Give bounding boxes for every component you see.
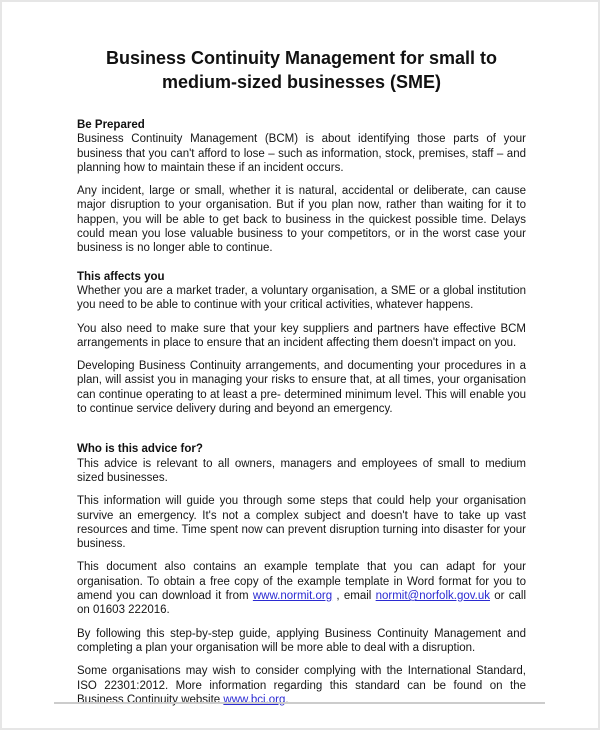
paragraph: By following this step-by-step guide, applying Business Continuity Management and completing a plan your organisation will be more able to deal with a disruption. (77, 627, 526, 654)
paragraph-text: This document also contains an example template that you can adapt for your organisation. To obtain a free copy of the example template in Word format for you to amend you can download it from (77, 561, 526, 603)
paragraph-with-links (77, 664, 526, 707)
paragraph: You also need to make sure that your key suppliers and partners have effective BCM arrangements in place to ensure that an incident affecting them doesn't impact on you. (77, 322, 526, 349)
section-heading-this-affects-you: This affects you (77, 270, 165, 283)
paragraph-text: Some organisations may wish to consider complying with the International Standard, ISO 22301:2012. More information regarding this standard can be found on the Business Continuity website (77, 665, 526, 706)
paragraph: This advice is relevant to all owners, managers and employees of small to medium sized businesses. (77, 457, 526, 484)
document-title (77, 46, 526, 94)
paragraph-text: . (285, 693, 289, 706)
document-title-line2: medium-sized businesses (SME) (161, 72, 442, 92)
section-heading-who-is-this-advice-for: Who is this advice for? (77, 443, 203, 456)
section-who-is-this-advice-for (77, 442, 526, 707)
paragraph: Whether you are a market trader, a voluntary organisation, a SME or a global institution you need to be able to continue with your critical activities, whatever happens. (77, 284, 526, 312)
section-this-affects-you (77, 270, 526, 417)
paragraph: Business Continuity Management (BCM) is about identifying those parts of your business that you can't afford to lose – such as information, stock, premises, staff – and planning how to maintain these if an incident occurs. (77, 133, 526, 174)
footer-divider (54, 702, 545, 704)
document-title-line1: Business Continuity Management for small to (105, 48, 498, 68)
paragraph: This information will guide you through some steps that could help your organisation survive an emergency. It's not a complex subject and doesn't have to take up vast resources and time. Time spent now can prevent disruption turning into disaster for your business. (77, 495, 526, 551)
paragraph-text: , email (332, 590, 376, 603)
normit-website-link[interactable]: www.normit.org (252, 590, 333, 603)
document-content (2, 2, 598, 707)
normit-email-link[interactable]: normit@norfolk.gov.uk (375, 590, 490, 603)
paragraph-text: or call on 01603 222016. (77, 590, 527, 617)
paragraph-with-links (77, 560, 526, 617)
section-heading-be-prepared: Be Prepared (77, 119, 145, 131)
paragraph: Developing Business Continuity arrangements, and documenting your procedures in a plan, will assist you in managing your risks to ensure that, at all times, your organisation can continue operating to at least a pre- determined minimum level. This will enable you to continue service delivery during and beyond an emergency. (77, 360, 526, 416)
bci-website-link[interactable]: www.bci.org (223, 693, 286, 706)
section-be-prepared (77, 118, 526, 256)
paragraph: Any incident, large or small, whether it is natural, accidental or deliberate, can cause major disruption to your organisation. But if you plan now, rather than waiting for it to happen, you will be able to get back to business in the quickest possible time. Delays could mean you lose valuable business to your competitors, or in the worst case your business is no longer able to continue. (77, 185, 526, 255)
